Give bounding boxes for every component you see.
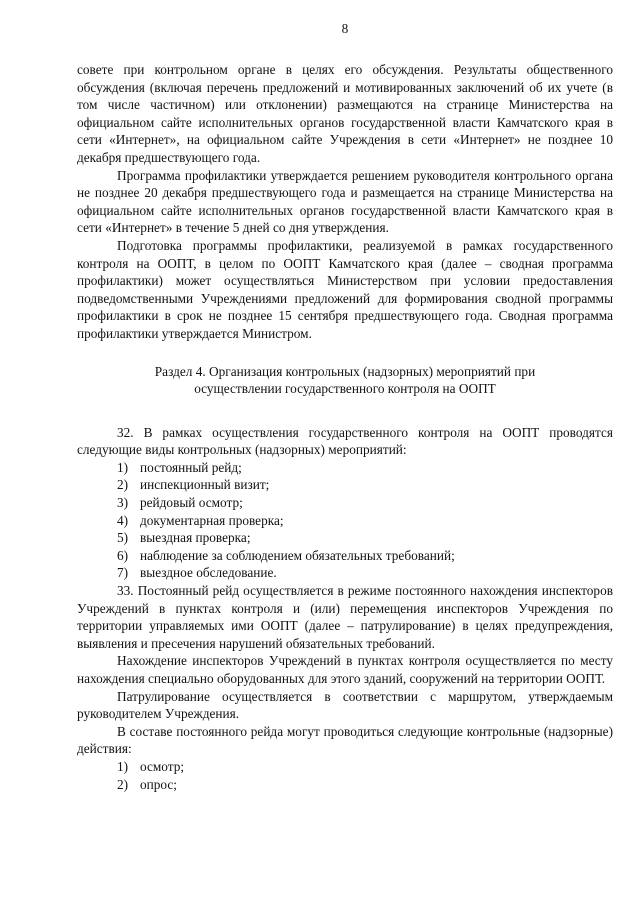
list-item <box>117 758 613 776</box>
list-item-text: опрос; <box>140 776 177 792</box>
page-number: 8 <box>341 21 349 36</box>
list-item-number: 1) <box>117 459 129 475</box>
list-item-number: 4) <box>117 512 129 528</box>
list-item-text: осмотр; <box>140 758 185 774</box>
paragraph-program-approval: Программа профилактики утверждается решением руководителя контрольного органа не позднее 20 декабря предшествующего года и размещается на странице Министерства на официальном сайте исполнительных органов государственной власти Камчатского края в сети «Интернет» в течение 5 дней со дня утверждения. <box>77 167 613 236</box>
list-item-number: 6) <box>117 547 129 563</box>
paragraph-patrol: Патрулирование осуществляется в соответствии с маршрутом, утверждаемым руководителем Учреждения. <box>77 688 613 722</box>
list-item <box>117 459 613 477</box>
list-item-text: документарная проверка; <box>140 512 284 528</box>
list-item <box>117 547 613 565</box>
list-item-number: 2) <box>117 477 129 493</box>
list-item-number: 7) <box>117 565 129 581</box>
list-item <box>117 476 613 494</box>
paragraph-33: 33. Постоянный рейд осуществляется в режиме постоянного нахождения инспекторов Учреждений в пунктах контроля и (или) перемещения инспекторов Учреждения по территории управляемых ими ООПТ (далее – патрулирование) в целях предупреждения, выявления и пресечения нарушений обязательных требований. <box>77 583 613 651</box>
list-item <box>117 494 613 512</box>
list-item-number: 2) <box>117 776 129 792</box>
list-item-text: постоянный рейд; <box>140 459 242 475</box>
list-item-text: рейдовый осмотр; <box>140 495 243 511</box>
raid-actions-list <box>77 758 613 793</box>
section-heading <box>77 363 613 398</box>
list-item-number: 3) <box>117 495 129 511</box>
paragraph-control-points: Нахождение инспекторов Учреждений в пунктах контроля осуществляется по месту нахождения специально оборудованных для этого зданий, сооружений на территории ООПТ. <box>77 653 613 686</box>
paragraph-32: 32. В рамках осуществления государственного контроля на ООПТ проводятся следующие виды контрольных (надзорных) мероприятий: <box>77 424 613 458</box>
section-heading-line-1: Раздел 4. Организация контрольных (надзорных) мероприятий при <box>154 363 536 379</box>
control-measures-list <box>77 459 613 582</box>
paragraph-raid-actions: В составе постоянного рейда могут проводиться следующие контрольные (надзорные) действия: <box>77 723 613 757</box>
list-item-number: 1) <box>117 758 129 774</box>
list-item <box>117 512 613 530</box>
list-item-text: выездная проверка; <box>140 530 251 546</box>
list-item <box>117 776 613 794</box>
paragraph-summary-program: Подготовка программы профилактики, реализуемой в рамках государственного контроля на ООПТ, в целом по ООПТ Камчатского края (далее – сводная программа профилактики) может осуществляться Министерством при условии предоставления подведомственными Учреждениями предложений для формирования сводной программы профилактики в срок не позднее 15 сентября предшествующего года. Сводная программа профилактики утверждается Министром. <box>77 237 613 341</box>
list-item-text: наблюдение за соблюдением обязательных требований; <box>140 547 455 563</box>
list-item-number: 5) <box>117 530 129 546</box>
list-item <box>117 564 613 582</box>
list-item <box>117 529 613 547</box>
paragraph-continuation: совете при контрольном органе в целях его обсуждения. Результаты общественного обсуждения (включая перечень предложений и мотивированных заключений об их учете (в том числе частичном) или отклонении) размещаются на странице Министерства на официальном сайте исполнительных органов государственной власти Камчатского края в сети «Интернет», на официальном сайте Учреждения в сети «Интернет» не позднее 10 декабря предшествующего года. <box>77 62 613 165</box>
section-heading-line-2: осуществлении государственного контроля на ООПТ <box>194 381 496 397</box>
list-item-text: инспекционный визит; <box>140 477 270 493</box>
list-item-text: выездное обследование. <box>140 565 277 581</box>
